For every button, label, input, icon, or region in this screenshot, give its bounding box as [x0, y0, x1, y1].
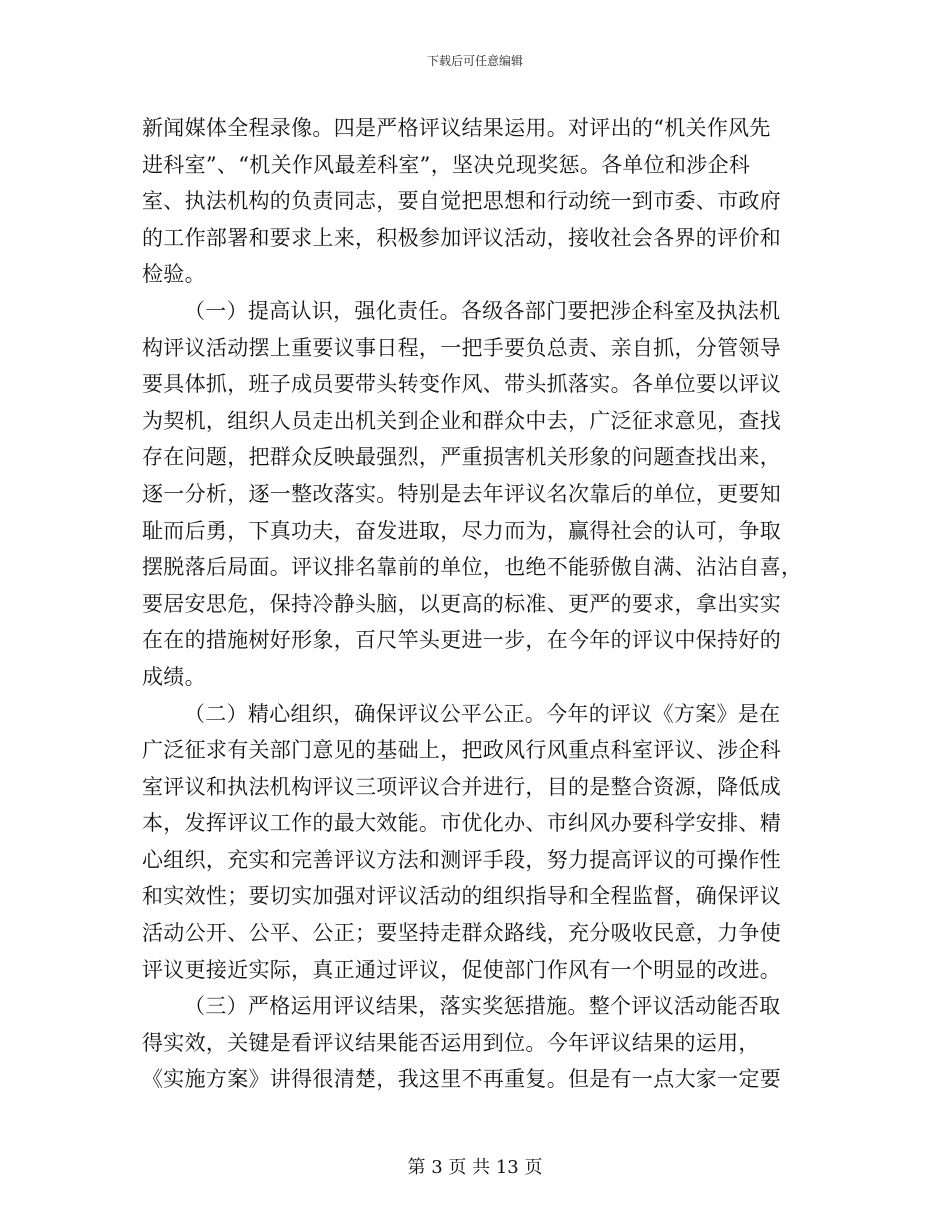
text-line: 存在问题，把群众反映最强烈，严重损害机关形象的问题查找出来， — [142, 445, 781, 470]
text-line: 室评议和执法机构评议三项评议合并进行，目的是整合资源，降低成 — [142, 774, 781, 799]
page-header: 下载后可任意编辑 — [426, 54, 523, 68]
text-line: 要具体抓，班子成员要带头转变作风、带头抓落实。各单位要以评议 — [142, 372, 781, 397]
text-line: （二）精心组织，确保评议公平公正。今年的评议《方案》是在 — [184, 701, 781, 726]
page-number-footer: 第 3 页 共 13 页 — [407, 1157, 543, 1178]
document-body — [142, 110, 822, 1098]
text-line: 构评议活动摆上重要议事日程，一把手要负总责、亲自抓，分管领导 — [142, 335, 781, 360]
paragraph-4 — [142, 988, 822, 1098]
text-line: 的工作部署和要求上来，积极参加评议活动，接收社会各界的评价和 — [142, 225, 781, 250]
text-line: 得实效，关键是看评议结果能否运用到位。今年评议结果的运用， — [142, 1030, 760, 1055]
paragraph-2 — [142, 293, 822, 696]
text-line: 新闻媒体全程录像。四是严格评议结果运用。对评出的“机关作风先 — [142, 116, 771, 140]
text-line: （三）严格运用评议结果，落实奖惩措施。整个评议活动能否取 — [184, 994, 781, 1019]
text-line: 在在的措施树好形象，百尺竿头更进一步，在今年的评议中保持好的 — [142, 628, 781, 653]
paragraph-3 — [142, 696, 822, 989]
text-line: 进科室”、“机关作风最差科室”，坚决兑现奖惩。各单位和涉企科 — [142, 152, 751, 177]
text-line: 本，发挥评议工作的最大效能。市优化办、市纠风办要科学安排、精 — [142, 811, 781, 836]
text-line: 摆脱落后局面。评议排名靠前的单位，也绝不能骄傲自满、沾沾自喜， — [142, 555, 803, 580]
text-line: （一）提高认识，强化责任。各级各部门要把涉企科室及执法机 — [184, 298, 781, 323]
text-line: 成绩。 — [142, 664, 206, 689]
text-line: 耻而后勇，下真功夫，奋发进取，尽力而为，赢得社会的认可，争取 — [142, 518, 781, 543]
text-line: 评议更接近实际，真正通过评议，促使部门作风有一个明显的改进。 — [142, 957, 781, 982]
text-line: 和实效性；要切实加强对评议活动的组织指导和全程监督，确保评议 — [142, 884, 781, 909]
text-line: 检验。 — [142, 262, 206, 287]
text-line: 《实施方案》讲得很清楚，我这里不再重复。但是有一点大家一定要 — [142, 1067, 781, 1092]
text-line: 心组织，充实和完善评议方法和测评手段，努力提高评议的可操作性 — [142, 847, 781, 872]
text-line: 为契机，组织人员走出机关到企业和群众中去，广泛征求意见，查找 — [142, 408, 781, 433]
text-line: 活动公开、公平、公正；要坚持走群众路线，充分吸收民意，力争使 — [142, 921, 781, 946]
paragraph-1 — [142, 110, 822, 293]
text-line: 逐一分析，逐一整改落实。特别是去年评议名次靠后的单位，更要知 — [142, 481, 781, 506]
text-line: 要居安思危，保持冷静头脑，以更高的标准、更严的要求，拿出实实 — [142, 591, 781, 616]
text-line: 室、执法机构的负责同志，要自觉把思想和行动统一到市委、市政府 — [142, 189, 781, 214]
text-line: 广泛征求有关部门意见的基础上，把政风行风重点科室评议、涉企科 — [142, 738, 781, 763]
